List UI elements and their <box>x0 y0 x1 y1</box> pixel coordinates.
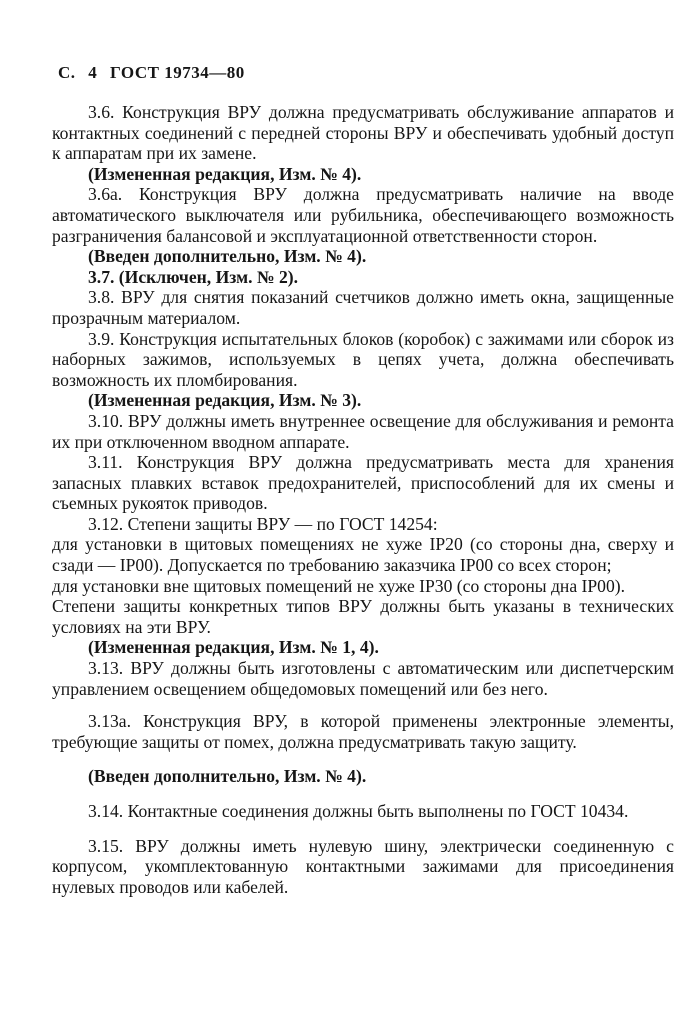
clause-3-12-note: Степени защиты конкретных типов ВРУ должны быть указаны в технических условиях на эти ВРУ. <box>52 596 674 637</box>
clause-3-10: 3.10. ВРУ должны иметь внутреннее освещение для обслуживания и ремонта их при отключенном вводном аппарате. <box>52 410 674 452</box>
page-header <box>58 62 674 84</box>
clause-3-12-outdoor: для установки вне щитовых помещений не хуже IP30 (со стороны дна IP00). <box>52 575 626 596</box>
amendment-note: (Измененная редакция, Изм. № 1, 4). <box>88 637 379 658</box>
clause-3-12-indoor: для установки в щитовых помещениях не хуже IP20 (со стороны дна, сверху и сзади — IP00). Допускается по требованию заказчика IP00 со всех сторон; <box>52 534 674 576</box>
amendment-note: (Введен дополнительно, Изм. № 4). <box>88 766 367 787</box>
clause-3-8: 3.8. ВРУ для снятия показаний счетчиков должно иметь окна, защищенные прозрачным материалом. <box>52 287 674 328</box>
page-number: 4 <box>88 63 98 82</box>
document-body <box>52 102 674 897</box>
clause-3-14: 3.14. Контактные соединения должны быть выполнены по ГОСТ 10434. <box>88 801 629 821</box>
clause-3-7: 3.7. (Исключен, Изм. № 2). <box>88 266 299 287</box>
clause-3-11: 3.11. Конструкция ВРУ должна предусматривать места для хранения запасных плавких вставок предохранителей, приспособлений для их смены и съемных рукояток приводов. <box>52 452 674 514</box>
page-prefix: С. <box>58 63 76 82</box>
clause-3-15: 3.15. ВРУ должны иметь нулевую шину, электрически соединенную с корпусом, укомплектованную контактными зажимами для присоединения нулевых проводов или кабелей. <box>52 835 674 897</box>
clause-3-9: 3.9. Конструкция испытательных блоков (коробок) с зажимами или сборок из наборных зажимов, используемых в цепях учета, должна обеспечивать возможность их пломбирования. <box>52 328 674 390</box>
clause-3-6a: 3.6а. Конструкция ВРУ должна предусматривать наличие на вводе автоматического выключателя или рубильника, обеспечивающего возможность разграничения балансовой и эксплуатационной ответственности сторон. <box>52 184 674 246</box>
standard-designation: ГОСТ 19734—80 <box>110 63 245 82</box>
amendment-note: (Введен дополнительно, Изм. № 4). <box>88 246 367 267</box>
amendment-note: (Измененная редакция, Изм. № 4). <box>88 163 362 184</box>
clause-3-12: 3.12. Степени защиты ВРУ — по ГОСТ 14254: <box>88 513 438 534</box>
clause-3-13a: 3.13а. Конструкция ВРУ, в которой применены электронные элементы, требующие защиты от помех, должна предусматривать такую защиту. <box>52 711 674 752</box>
amendment-note: (Измененная редакция, Изм. № 3). <box>88 390 362 411</box>
clause-3-13: 3.13. ВРУ должны быть изготовлены с автоматическим или диспетчерским управлением освещением общедомовых помещений или без него. <box>52 658 674 699</box>
clause-3-6: 3.6. Конструкция ВРУ должна предусматривать обслуживание аппаратов и контактных соединений с передней стороны ВРУ и обеспечивать удобный доступ к аппаратам при их замене. <box>52 102 674 164</box>
